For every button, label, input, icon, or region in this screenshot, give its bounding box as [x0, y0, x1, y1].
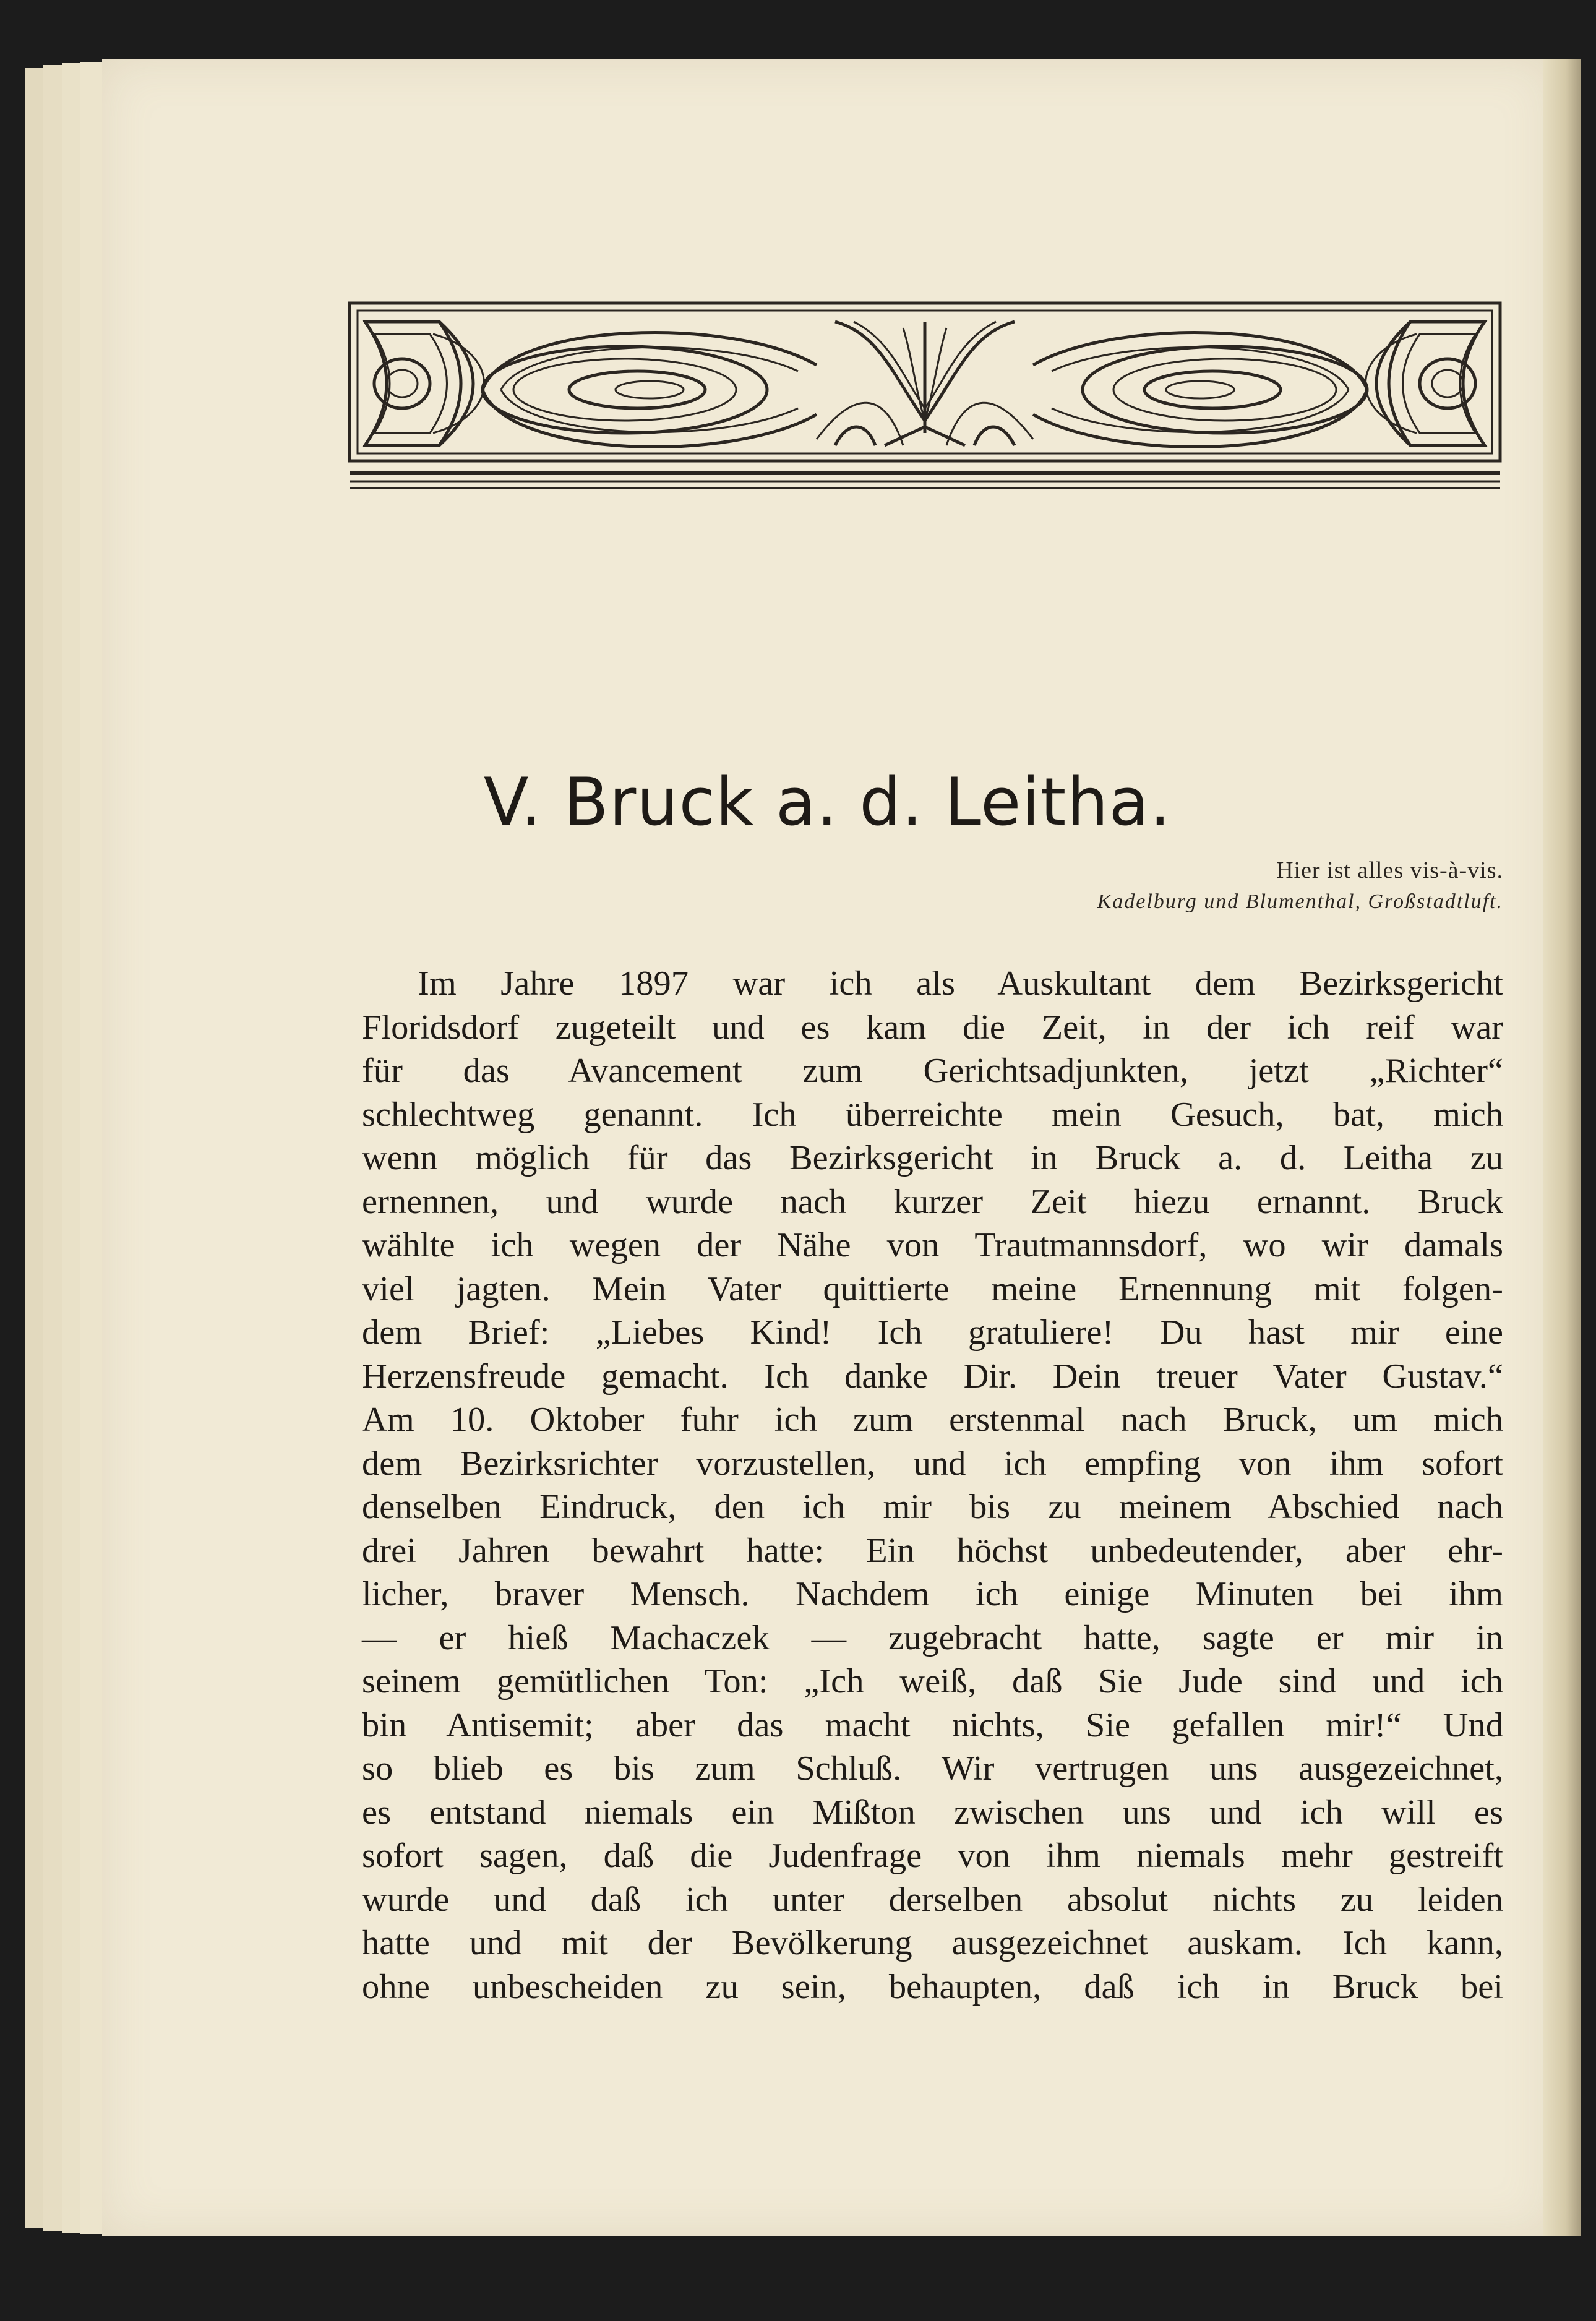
- text-line: Im Jahre 1897 war ich als Auskultant dem Bezirksgericht: [418, 964, 1503, 1003]
- text-line: für das Avancement zum Gerichtsadjunkten, jetzt „Richter“: [362, 1052, 1503, 1090]
- text-line: ohne unbescheiden zu sein, behaupten, daß ich in Bruck bei: [362, 1967, 1503, 2006]
- text-line: sofort sagen, daß die Judenfrage von ihm niemals mehr gestreift: [362, 1837, 1503, 1875]
- chapter-title: V. Bruck a. d. Leitha.: [483, 764, 1172, 840]
- text-line: hatte und mit der Bevölkerung ausgezeichnet auskam. Ich kann,: [362, 1924, 1503, 1962]
- text-line: Floridsdorf zugeteilt und es kam die Zeit, in der ich reif war: [362, 1008, 1503, 1047]
- text-line: licher, braver Mensch. Nachdem ich einige Minuten bei ihm: [362, 1575, 1503, 1613]
- epigraph-quote: Hier ist alles vis-à-vis.: [1276, 857, 1503, 883]
- text-line: bin Antisemit; aber das macht nichts, Sie gefallen mir!“ Und: [362, 1705, 1503, 1744]
- text-line: ernennen, und wurde nach kurzer Zeit hiezu ernannt. Bruck: [362, 1182, 1503, 1221]
- text-line: — er hieß Machaczek — zugebracht hatte, sagte er mir in: [362, 1618, 1503, 1657]
- text-line: seinem gemütlichen Ton: „Ich weiß, daß Sie Jude sind und ich: [362, 1662, 1503, 1701]
- text-line: Am 10. Oktober fuhr ich zum erstenmal nach Bruck, um mich: [362, 1401, 1503, 1439]
- text-line: drei Jahren bewahrt hatte: Ein höchst unbedeutender, aber ehr-: [362, 1531, 1503, 1570]
- text-line: dem Brief: „Liebes Kind! Ich gratuliere! Du hast mir eine: [362, 1313, 1503, 1352]
- text-line: wählte ich wegen der Nähe von Trautmannsdorf, wo wir damals: [362, 1226, 1503, 1264]
- page-right-edge: [1543, 59, 1581, 2236]
- book-page: [102, 59, 1553, 2236]
- text-line: dem Bezirksrichter vorzustellen, und ich empfing von ihm sofort: [362, 1444, 1503, 1483]
- body-paragraph: [362, 962, 1503, 2009]
- text-line: wurde und daß ich unter derselben absolut nichts zu leiden: [362, 1880, 1503, 1919]
- decorative-headpiece-ornament: [346, 297, 1503, 510]
- epigraph: [1097, 857, 1503, 914]
- text-line: wenn möglich für das Bezirksgericht in Bruck a. d. Leitha zu: [362, 1139, 1503, 1177]
- text-line: schlechtweg genannt. Ich überreichte mein Gesuch, bat, mich: [362, 1095, 1503, 1134]
- epigraph-source: Kadelburg und Blumenthal, Großstadtluft.: [1097, 890, 1503, 913]
- text-line: es entstand niemals ein Mißton zwischen uns und ich will es: [362, 1793, 1503, 1832]
- text-line: denselben Eindruck, den ich mir bis zu meinem Abschied nach: [362, 1488, 1503, 1526]
- text-line: viel jagten. Mein Vater quittierte meine Ernennung mit folgen-: [362, 1269, 1503, 1308]
- text-line: Herzensfreude gemacht. Ich danke Dir. Dein treuer Vater Gustav.“: [362, 1357, 1503, 1396]
- text-line: so blieb es bis zum Schluß. Wir vertrugen uns ausgezeichnet,: [362, 1749, 1503, 1788]
